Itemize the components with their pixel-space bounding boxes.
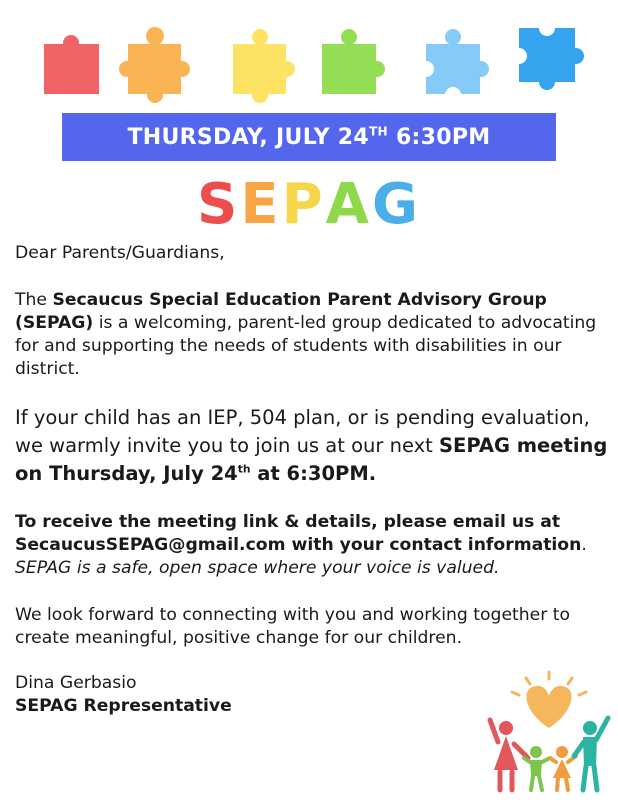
banner-date-suffix: TH <box>369 124 388 139</box>
puzzle-piece-icon <box>233 29 295 103</box>
puzzle-piece-icon <box>322 29 385 94</box>
contact-instruction: To receive the meeting link & details, please email us at SecaucusSEPAG@gmail.com with your contact information <box>15 512 582 555</box>
tagline: SEPAG is a safe, open space where your voice is valued. <box>15 558 500 578</box>
puzzle-pieces-row <box>0 0 618 110</box>
logo-letter: S <box>197 172 241 237</box>
puzzle-piece-icon <box>418 29 489 103</box>
contact-paragraph <box>15 511 615 580</box>
banner-date: THURSDAY, JULY 24 <box>127 124 369 150</box>
salutation: Dear Parents/Guardians, <box>15 243 225 263</box>
banner-time: 6:30PM <box>395 124 491 150</box>
date-banner <box>62 113 556 161</box>
invite-paragraph <box>15 404 615 488</box>
puzzle-piece-icon <box>119 27 190 103</box>
letter-body <box>15 242 615 718</box>
family-heart-icon <box>484 670 614 795</box>
logo-letter: P <box>281 172 326 237</box>
signature-title-text: SEPAG Representative <box>15 696 232 716</box>
intro-paragraph <box>15 289 615 381</box>
meeting-time: at 6:30PM. <box>250 462 377 485</box>
signature-name: Dina Gerbasio <box>15 673 137 693</box>
logo-letter: G <box>372 172 421 237</box>
invite-text: If your child has an IEP, 504 plan, or is pending evaluation, we warmly invite you to join us at our next <box>15 406 590 457</box>
intro-after: is a welcoming, parent-led group dedicated to advocating for and supporting the needs of students with disabilities in our district. <box>15 313 597 379</box>
puzzle-piece-icon <box>511 20 584 90</box>
logo-letter: E <box>240 172 282 237</box>
date-banner-text <box>127 125 490 150</box>
sepag-logo <box>0 170 618 240</box>
logo-letter: A <box>325 172 373 237</box>
intro-before: The <box>15 290 53 310</box>
org-name: Secaucus Special Education Parent Advisory Group (SEPAG) <box>15 290 547 333</box>
meeting-date-suffix: th <box>237 462 251 476</box>
meeting-date: SEPAG meeting on Thursday, July 24 <box>15 434 608 485</box>
closing-paragraph: We look forward to connecting with you and working together to create meaningful, positive change for our children. <box>15 605 571 648</box>
contact-period: . <box>581 535 587 555</box>
puzzle-piece-icon <box>44 35 99 94</box>
